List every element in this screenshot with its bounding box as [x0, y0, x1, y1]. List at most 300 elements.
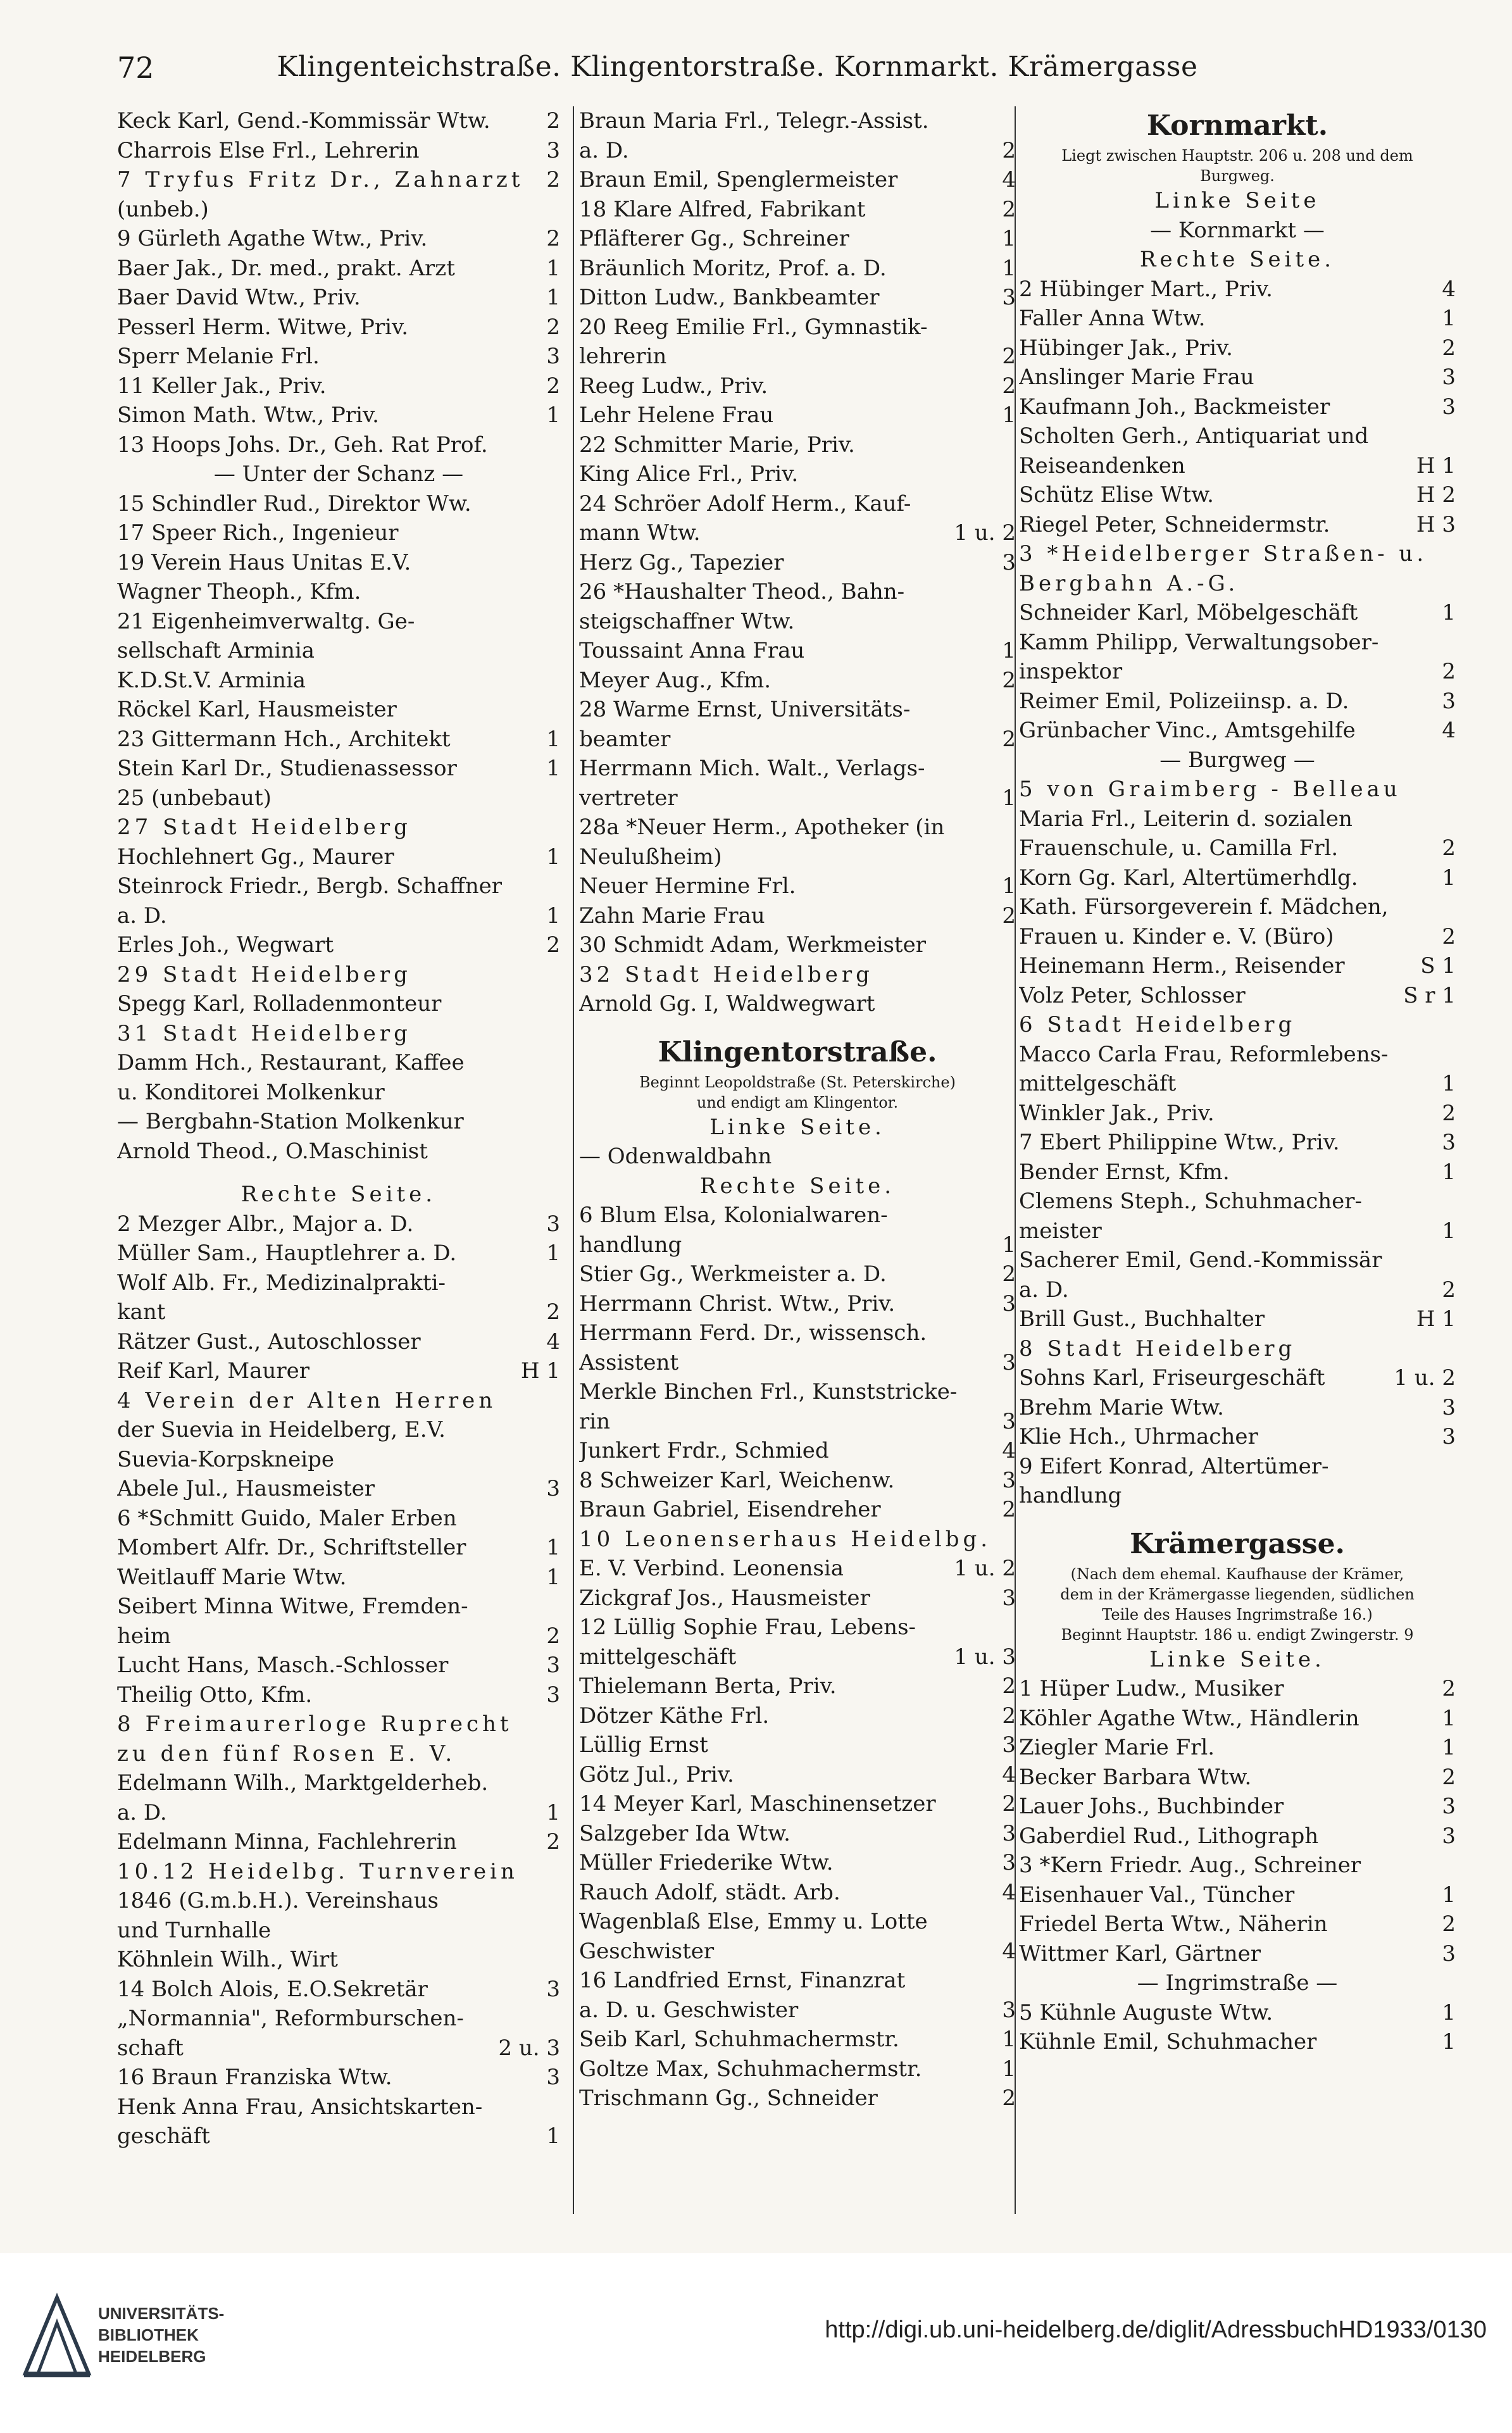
- entry-text: King Alice Frl., Priv.: [579, 461, 799, 487]
- directory-entry: [579, 1019, 1016, 1033]
- directory-entry: [117, 872, 560, 901]
- entry-text: Dötzer Käthe Frl.: [579, 1703, 770, 1729]
- floor-number: 4: [1002, 1761, 1016, 1787]
- entry-text: mann Wtw.: [579, 520, 701, 546]
- directory-entry: [117, 372, 560, 401]
- directory-entry: [579, 695, 1016, 725]
- floor-number: 2: [546, 373, 560, 399]
- entry-text: mittelgeschäft: [579, 1644, 737, 1670]
- directory-entry: [117, 195, 560, 225]
- floor-number: 4: [1002, 1438, 1016, 1463]
- directory-entry: [1019, 1998, 1456, 2028]
- section-label: [1019, 746, 1456, 775]
- directory-entry: [579, 401, 1016, 430]
- directory-entry: [579, 1760, 1016, 1790]
- entry-text: 8 Stadt Heidelberg: [1019, 1335, 1296, 1361]
- entry-text: 9 Eifert Konrad, Altertümer-: [1019, 1453, 1329, 1479]
- entry-text: inspektor: [1019, 659, 1123, 684]
- floor-number: 1: [546, 285, 560, 310]
- directory-entry: [1019, 334, 1456, 363]
- entry-text: Rechte Seite.: [699, 1173, 896, 1199]
- entry-text: 28a *Neuer Herm., Apotheker (in: [579, 815, 945, 840]
- directory-entry: [117, 1415, 560, 1445]
- entry-text: 6 Blum Elsa, Kolonialwaren-: [579, 1203, 888, 1228]
- entry-text: Baer Jak., Dr. med., prakt. Arzt: [117, 255, 455, 281]
- entry-text: 32 Stadt Heidelberg: [579, 961, 873, 987]
- floor-number: 2: [546, 226, 560, 251]
- directory-entry: [117, 1107, 560, 1137]
- entry-text: Arnold Gg. I, Waldwegwart: [579, 991, 875, 1016]
- directory-entry: [1019, 1822, 1456, 1851]
- directory-entry: [117, 2063, 560, 2092]
- entry-text: Henk Anna Frau, Ansichtskarten-: [117, 2094, 483, 2120]
- entry-text: Grünbacher Vinc., Amtsgehilfe: [1019, 718, 1356, 743]
- directory-entry: [117, 989, 560, 1019]
- directory-entry: [117, 1019, 560, 1049]
- directory-entry: [117, 2122, 560, 2151]
- entry-text: Heinemann Herm., Reisender: [1019, 953, 1345, 979]
- directory-entry: [1019, 1334, 1456, 1364]
- floor-number: 2: [1442, 335, 1456, 361]
- floor-number: 4: [1442, 276, 1456, 302]
- entry-text: beamter: [579, 726, 671, 752]
- section-label: [1019, 1968, 1456, 1998]
- entry-text: Theilig Otto, Kfm.: [117, 1682, 313, 1708]
- entry-text: 10.12 Heidelbg. Turnverein: [117, 1858, 518, 1884]
- directory-entry: [1019, 304, 1456, 334]
- directory-entry: [1019, 1246, 1456, 1275]
- directory-entry: [117, 283, 560, 313]
- floor-number: 1: [1002, 873, 1016, 899]
- entry-text: Kornmarkt.: [1146, 109, 1328, 142]
- floor-number: 1: [546, 903, 560, 929]
- entry-text: 30 Schmidt Adam, Werkmeister: [579, 932, 926, 958]
- entry-text: Lehr Helene Frau: [579, 403, 774, 428]
- entry-text: Meyer Aug., Kfm.: [579, 667, 771, 693]
- floor-number: 1: [1002, 403, 1016, 428]
- floor-number: 2: [1002, 1673, 1016, 1699]
- entry-text: Rätzer Gust., Autoschlosser: [117, 1329, 421, 1354]
- directory-entry: [579, 1554, 1016, 1584]
- directory-entry: [1019, 1880, 1456, 1910]
- directory-entry: [117, 313, 560, 342]
- directory-entry: [579, 930, 1016, 960]
- entry-text: 20 Reeg Emilie Frl., Gymnastik-: [579, 314, 928, 340]
- floor-number: 2: [546, 1623, 560, 1649]
- entry-text: Krämergasse.: [1130, 1527, 1345, 1560]
- directory-entry: [1019, 804, 1456, 834]
- entry-text: Goltze Max, Schuhmachermstr.: [579, 2056, 922, 2082]
- floor-number: 1: [1442, 2029, 1456, 2055]
- floor-number: 2: [546, 1299, 560, 1325]
- entry-text: und Turnhalle: [117, 1917, 272, 1943]
- floor-number: 1: [1442, 1882, 1456, 1908]
- entry-text: Junkert Frdr., Schmied: [579, 1438, 829, 1463]
- directory-entry: [579, 1260, 1016, 1289]
- entry-text: Becker Barbara Wtw.: [1019, 1764, 1252, 1790]
- entry-text: Friedel Berta Wtw., Näherin: [1019, 1911, 1328, 1937]
- entry-text: Brill Gust., Buchhalter: [1019, 1306, 1265, 1332]
- entry-text: 3 *Heidelberger Straßen- u.: [1019, 541, 1428, 566]
- entry-text: Bräunlich Moritz, Prof. a. D.: [579, 255, 887, 281]
- directory-entry: [1019, 1481, 1456, 1511]
- floor-number: H 1: [1416, 453, 1456, 478]
- floor-number: 3: [1002, 1732, 1016, 1758]
- entry-text: rin: [579, 1408, 611, 1434]
- directory-entry: [117, 254, 560, 284]
- entry-text: 1846 (G.m.b.H.). Vereinshaus: [117, 1888, 439, 1913]
- entry-text: zu den fünf Rosen E. V.: [117, 1741, 456, 1767]
- entry-text: 14 Meyer Karl, Maschinensetzer: [579, 1791, 936, 1817]
- entry-text: Burgweg.: [1200, 167, 1275, 185]
- floor-number: 2: [546, 108, 560, 134]
- floor-number: 1: [1002, 2056, 1016, 2082]
- floor-number: 1: [1442, 306, 1456, 331]
- entry-text: Wagenblaß Else, Emmy u. Lotte: [579, 1909, 928, 1934]
- entry-text: 29 Stadt Heidelberg: [117, 961, 411, 987]
- directory-entry: [579, 1878, 1016, 1908]
- entry-text: 27 Stadt Heidelberg: [117, 815, 411, 840]
- entry-text: Anslinger Marie Frau: [1019, 365, 1254, 390]
- directory-entry: [117, 1078, 560, 1108]
- directory-entry: [579, 960, 1016, 990]
- section-label: [117, 1180, 560, 1210]
- entry-text: Steinrock Friedr., Bergb. Schaffner: [117, 873, 502, 899]
- entry-text: 16 Landfried Ernst, Finanzrat: [579, 1968, 906, 1993]
- directory-entry: [117, 1651, 560, 1680]
- entry-text: Maria Frl., Leiterin d. sozialen: [1019, 806, 1353, 832]
- floor-number: 1: [1442, 1071, 1456, 1096]
- entry-text: sellschaft Arminia: [117, 638, 315, 663]
- entry-text: Frauenschule, u. Camilla Frl.: [1019, 835, 1339, 861]
- entry-text: — Unter der Schanz —: [213, 461, 464, 487]
- directory-entry: [117, 224, 560, 254]
- floor-number: 2: [1442, 1100, 1456, 1126]
- entry-text: Arnold Theod., O.Maschinist: [117, 1138, 428, 1164]
- entry-text: E. V. Verbind. Leonensia: [579, 1556, 844, 1581]
- entry-text: Abele Jul., Hausmeister: [117, 1476, 375, 1501]
- entry-text: a. D.: [117, 1799, 167, 1825]
- entry-text: Linke Seite: [1154, 188, 1320, 213]
- entry-text: 14 Bolch Alois, E.O.Sekretär: [117, 1976, 428, 2002]
- entry-text: Kath. Fürsorgeverein f. Mädchen,: [1019, 894, 1389, 920]
- entry-text: Reif Karl, Maurer: [117, 1358, 310, 1384]
- directory-entry: [1019, 1910, 1456, 1939]
- column-middle: [579, 106, 1016, 2113]
- floor-number: 3: [1442, 1941, 1456, 1967]
- entry-text: Keck Karl, Gend.-Kommissär Wtw.: [117, 108, 490, 134]
- directory-entry: [1019, 863, 1456, 893]
- directory-entry: [1019, 1393, 1456, 1423]
- directory-entry: [1019, 363, 1456, 392]
- entry-text: Riegel Peter, Schneidermstr.: [1019, 511, 1330, 537]
- entry-text: Reeg Ludw., Priv.: [579, 373, 768, 399]
- entry-text: 18 Klare Alfred, Fabrikant: [579, 196, 866, 222]
- floor-number: 2: [1442, 923, 1456, 949]
- directory-entry: [117, 136, 560, 166]
- directory-entry: [117, 1298, 560, 1327]
- directory-entry: [117, 430, 560, 460]
- directory-entry: [1019, 1422, 1456, 1452]
- directory-entry: [117, 1386, 560, 1416]
- directory-entry: [579, 1819, 1016, 1849]
- directory-entry: [117, 725, 560, 754]
- directory-entry: [579, 1466, 1016, 1496]
- directory-entry: [579, 313, 1016, 342]
- entry-text: Seibert Minna Witwe, Fremden-: [117, 1594, 468, 1619]
- floor-number: 3: [1002, 1467, 1016, 1493]
- floor-number: 1: [546, 756, 560, 781]
- entry-text: Braun Gabriel, Eisendreher: [579, 1497, 881, 1522]
- entry-text: a. D. u. Geschwister: [579, 1997, 799, 2023]
- directory-entry: [579, 1642, 1016, 1672]
- directory-entry: [117, 1710, 560, 1739]
- floor-number: 1: [546, 726, 560, 752]
- directory-entry: [1019, 1216, 1456, 1246]
- floor-number: 1: [1002, 785, 1016, 811]
- floor-number: 2: [1442, 659, 1456, 684]
- entry-text: meister: [1019, 1218, 1102, 1244]
- entry-text: Korn Gg. Karl, Altertümerhdlg.: [1019, 865, 1358, 891]
- directory-entry: [1019, 480, 1456, 510]
- entry-text: Götz Jul., Priv.: [579, 1761, 734, 1787]
- entry-text: Scholten Gerh., Antiquariat und: [1019, 423, 1369, 449]
- directory-entry: [1019, 539, 1456, 569]
- entry-text: Weitlauff Marie Wtw.: [117, 1564, 347, 1590]
- entry-text: handlung: [1019, 1483, 1122, 1508]
- entry-text: 8 Freimaurerloge Ruprecht: [117, 1711, 513, 1737]
- directory-entry: [117, 1945, 560, 1975]
- floor-number: 1 u. 2: [954, 1556, 1016, 1581]
- directory-entry: [579, 1377, 1016, 1407]
- entry-text: Müller Friederike Wtw.: [579, 1850, 834, 1875]
- floor-number: 2: [1002, 1497, 1016, 1522]
- directory-entry: [579, 106, 1016, 136]
- directory-entry: [579, 342, 1016, 372]
- floor-number: 1: [1442, 600, 1456, 625]
- directory-entry: [579, 1789, 1016, 1819]
- street-description: [1019, 166, 1456, 186]
- entry-text: a. D.: [117, 903, 167, 929]
- floor-number: 1: [1002, 638, 1016, 663]
- floor-number: 1: [546, 403, 560, 428]
- directory-entry: [1019, 628, 1456, 658]
- floor-number: 2: [1002, 903, 1016, 929]
- street-description: [579, 1072, 1016, 1092]
- entry-text: Köhler Agathe Wtw., Händlerin: [1019, 1705, 1359, 1731]
- floor-number: 3: [546, 1476, 560, 1501]
- directory-entry: [579, 784, 1016, 813]
- entry-text: 22 Schmitter Marie, Priv.: [579, 432, 855, 458]
- entry-text: 2 Mezger Albr., Major a. D.: [117, 1211, 414, 1237]
- floor-number: 3: [1442, 1823, 1456, 1849]
- floor-number: 1: [1442, 1705, 1456, 1731]
- directory-entry: [579, 1907, 1016, 1937]
- entry-text: Müller Sam., Hauptlehrer a. D.: [117, 1241, 457, 1266]
- directory-entry: [579, 1495, 1016, 1525]
- library-name: UNIVERSITÄTS- BIBLIOTHEK HEIDELBERG: [98, 2304, 225, 2366]
- floor-number: 2: [1002, 1791, 1016, 1817]
- floor-number: 2: [1442, 1764, 1456, 1790]
- floor-number: 1: [1442, 1159, 1456, 1185]
- directory-entry: [579, 518, 1016, 548]
- directory-entry: [579, 1142, 1016, 1172]
- entry-text: Assistent: [579, 1349, 679, 1375]
- page-number: 72: [117, 51, 154, 85]
- floor-number: 3: [546, 1682, 560, 1708]
- directory-entry: [117, 1474, 560, 1504]
- directory-entry: [117, 1563, 560, 1592]
- entry-text: Schneider Karl, Möbelgeschäft: [1019, 600, 1358, 625]
- floor-number: 3: [1442, 688, 1456, 714]
- directory-entry: [1019, 775, 1456, 804]
- floor-number: 2: [1442, 1676, 1456, 1701]
- section-label: [1019, 186, 1456, 216]
- directory-entry: [117, 1445, 560, 1475]
- floor-number: H 1: [520, 1358, 560, 1384]
- directory-entry: [579, 636, 1016, 666]
- entry-text: Frauen u. Kinder e. V. (Büro): [1019, 923, 1334, 949]
- directory-entry: [117, 1916, 560, 1946]
- directory-entry: [117, 1857, 560, 1887]
- floor-number: 3: [1002, 1291, 1016, 1317]
- directory-entry: [1019, 1158, 1456, 1187]
- directory-entry: [579, 1584, 1016, 1613]
- entry-text: Hübinger Jak., Priv.: [1019, 335, 1233, 361]
- entry-text: Mombert Alfr. Dr., Schriftsteller: [117, 1535, 466, 1560]
- directory-entry: [117, 1739, 560, 1769]
- directory-entry: [579, 1289, 1016, 1319]
- directory-entry: [1019, 1763, 1456, 1792]
- directory-entry: [117, 930, 560, 960]
- entry-text: Bender Ernst, Kfm.: [1019, 1159, 1230, 1185]
- entry-text: Rechte Seite.: [241, 1182, 437, 1207]
- entry-text: 15 Schindler Rud., Direktor Ww.: [117, 491, 472, 516]
- floor-number: 3: [1442, 1394, 1456, 1420]
- directory-entry: [1019, 1363, 1456, 1393]
- directory-entry: [1019, 1704, 1456, 1734]
- entry-text: Pesserl Herm. Witwe, Priv.: [117, 314, 409, 340]
- directory-entry: [1019, 1304, 1456, 1334]
- entry-text: Merkle Binchen Frl., Kunststricke-: [579, 1379, 958, 1404]
- entry-text: 5 Kühnle Auguste Wtw.: [1019, 1999, 1273, 2025]
- entry-text: 17 Speer Rich., Ingenieur: [117, 520, 399, 546]
- street-heading: [1019, 106, 1456, 146]
- entry-text: Edelmann Wilh., Marktgelderheb.: [117, 1770, 489, 1796]
- directory-entry: [117, 1592, 560, 1622]
- directory-entry: [1019, 451, 1456, 481]
- floor-number: S r 1: [1403, 982, 1456, 1008]
- directory-entry: [117, 2092, 560, 2122]
- floor-number: 3: [1002, 1408, 1016, 1434]
- entry-text: Sohns Karl, Friseurgeschäft: [1019, 1365, 1325, 1391]
- entry-text: 25 (unbebaut): [117, 785, 272, 811]
- floor-number: 4: [1442, 718, 1456, 743]
- street-description: [1019, 1604, 1456, 1625]
- entry-text: „Normannia", Reformburschen-: [117, 2006, 464, 2031]
- entry-text: Suevia-Korpskneipe: [117, 1446, 334, 1472]
- directory-entry: [579, 1966, 1016, 1996]
- floor-number: 2: [1002, 1703, 1016, 1729]
- entry-text: Herrmann Ferd. Dr., wissensch.: [579, 1320, 927, 1346]
- page-title: Klingenteichstraße. Klingentorstraße. Kornmarkt. Krämergasse: [277, 51, 1198, 83]
- entry-text: Simon Math. Wtw., Priv.: [117, 403, 379, 428]
- entry-text: 19 Verein Haus Unitas E.V.: [117, 549, 411, 575]
- floor-number: 1: [1442, 865, 1456, 891]
- section-label: [117, 460, 560, 489]
- floor-number: 1: [1442, 1999, 1456, 2025]
- entry-text: mittelgeschäft: [1019, 1071, 1177, 1096]
- floor-number: 2: [1002, 1261, 1016, 1287]
- entry-text: 5 von Graimberg - Belleau: [1019, 777, 1401, 802]
- entry-text: K.D.St.V. Arminia: [117, 667, 306, 693]
- floor-number: 3: [546, 2065, 560, 2090]
- entry-text: Wittmer Karl, Gärtner: [1019, 1941, 1261, 1967]
- entry-text: 23 Gittermann Hch., Architekt: [117, 726, 451, 752]
- floor-number: 2: [546, 167, 560, 192]
- floor-number: 2: [1002, 137, 1016, 163]
- directory-entry: [1019, 716, 1456, 746]
- entry-text: Teile des Hauses Ingrimstraße 16.): [1102, 1605, 1373, 1623]
- directory-entry: [1019, 687, 1456, 716]
- floor-number: 3: [546, 1976, 560, 2002]
- entry-text: Zickgraf Jos., Hausmeister: [579, 1585, 870, 1611]
- directory-entry: [1019, 981, 1456, 1011]
- directory-entry: [1019, 1040, 1456, 1070]
- directory-entry: [579, 460, 1016, 489]
- directory-entry: [579, 1730, 1016, 1760]
- column-right: [1019, 106, 1456, 2057]
- column-divider: [1015, 106, 1016, 2214]
- directory-entry: [579, 872, 1016, 901]
- entry-text: 13 Hoops Johs. Dr., Geh. Rat Prof.: [117, 432, 488, 458]
- directory-entry: [117, 695, 560, 725]
- directory-entry: [579, 1996, 1016, 2025]
- directory-entry: [117, 1533, 560, 1563]
- street-description: [1019, 1564, 1456, 1584]
- library-logo-icon: [19, 2291, 95, 2380]
- floor-number: 4: [1002, 167, 1016, 192]
- entry-text: 9 Gürleth Agathe Wtw., Priv.: [117, 226, 428, 251]
- floor-number: 2: [1442, 1911, 1456, 1937]
- entry-text: Erles Joh., Wegwart: [117, 932, 334, 958]
- entry-text: Kaufmann Joh., Backmeister: [1019, 394, 1330, 420]
- directory-entry: [117, 1886, 560, 1916]
- entry-text: Damm Hch., Restaurant, Kaffee: [117, 1050, 465, 1075]
- floor-number: 1: [546, 1564, 560, 1590]
- entry-text: heim: [117, 1623, 172, 1649]
- entry-text: 21 Eigenheimverwaltg. Ge-: [117, 608, 415, 634]
- directory-entry: [117, 106, 560, 136]
- floor-number: 3: [1002, 1820, 1016, 1846]
- entry-text: lehrerin: [579, 344, 667, 369]
- street-description: [1019, 1625, 1456, 1645]
- street-description: [1019, 1584, 1456, 1604]
- directory-entry: [1019, 1674, 1456, 1704]
- entry-text: Linke Seite.: [709, 1114, 885, 1140]
- directory-entry: [1019, 1187, 1456, 1216]
- street-heading: [1019, 1525, 1456, 1564]
- entry-text: und endigt am Klingentor.: [696, 1093, 899, 1111]
- floor-number: 3: [546, 1211, 560, 1237]
- entry-text: (Nach dem ehemal. Kaufhause der Krämer,: [1070, 1565, 1404, 1583]
- entry-text: Rechte Seite.: [1139, 247, 1335, 272]
- directory-entry: [579, 2055, 1016, 2084]
- entry-text: 4 Verein der Alten Herren: [117, 1387, 497, 1413]
- floor-number: 3: [1002, 549, 1016, 575]
- street-heading: [579, 1033, 1016, 1072]
- source-url[interactable]: http://digi.ub.uni-heidelberg.de/diglit/AdressbuchHD1933/0130: [825, 2317, 1487, 2343]
